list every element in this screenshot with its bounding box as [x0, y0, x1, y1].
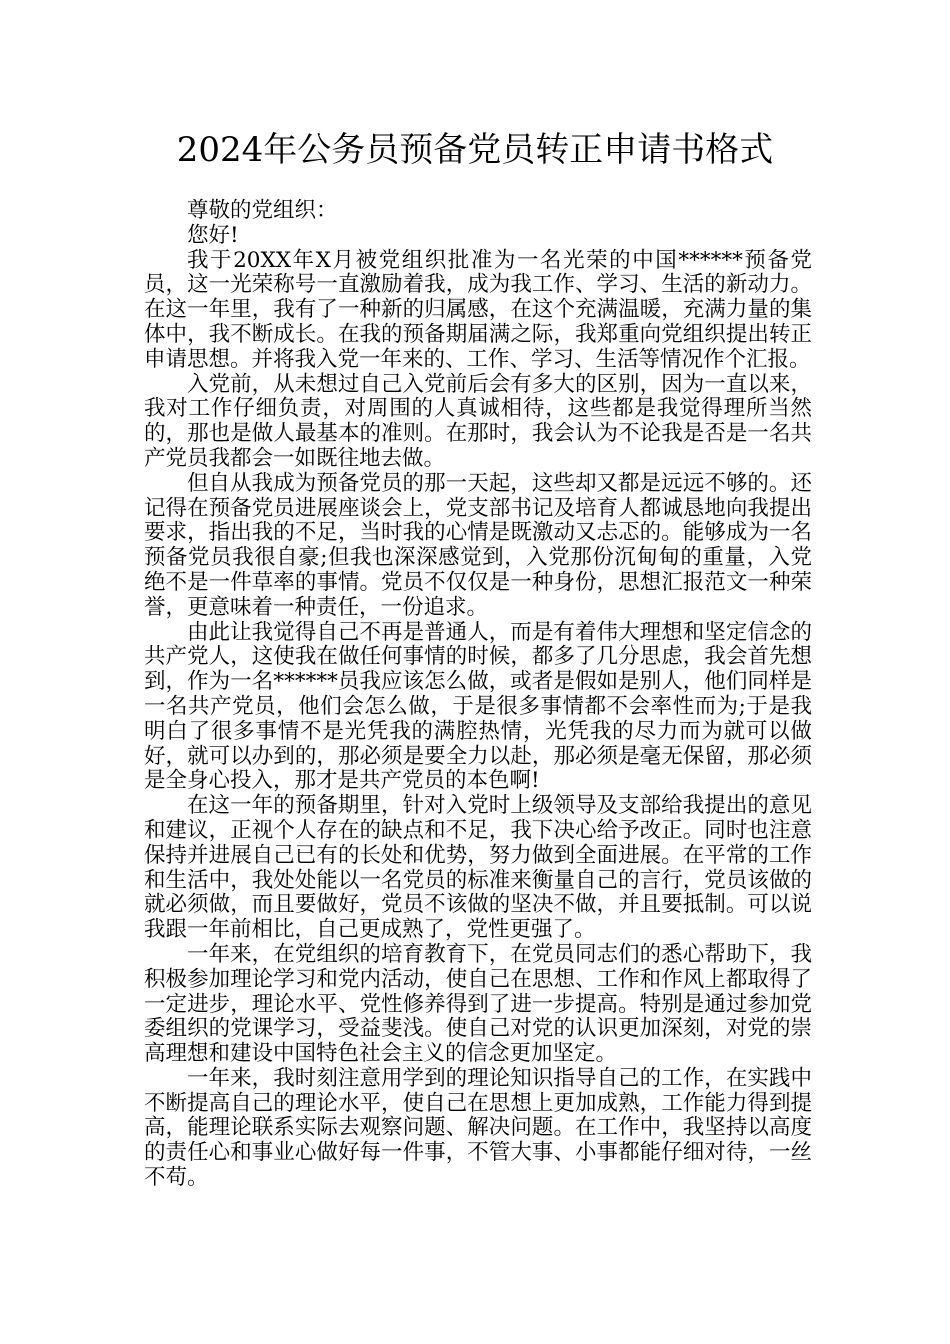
paragraph: 由此让我觉得自己不再是普通人，而是有着伟大理想和坚定信念的共产党人，这使我在做任何事情的时候，都多了几分思虑，我会首先想到，作为一名******员我应该怎么做，或者是假如是别人，他们同样是一名共产党员，他们会怎么做，于是很多事情都不会率性而为;于是我明白了很多事情不是光凭我的满腔热情，光凭我的尽力而为就可以做好，就可以办到的，那必须是要全力以赴，那必须是毫无保留，那必须是全身心投入，那才是共产党员的本色啊!: [144, 619, 812, 794]
paragraph: 一年来，我时刻注意用学到的理论知识指导自己的工作，在实践中不断提高自己的理论水平，使自己在思想上更加成熟，工作能力得到提高，能理论联系实际去观察问题、解决问题。在工作中，我坚持以高度的责任心和事业心做好每一件事，不管大事、小事都能仔细对待，一丝不苟。: [144, 1065, 812, 1191]
paragraph: 一年来，在党组织的培育教育下，在党员同志们的悉心帮助下，我积极参加理论学习和党内活动，使自己在思想、工作和作风上都取得了一定进步，理论水平、党性修养得到了进一步提高。特别是通过参加党委组织的党课学习，受益斐浅。使自己对党的认识更加深刻，对党的崇高理想和建设中国特色社会主义的信念更加坚定。: [144, 941, 812, 1067]
document-body: [144, 199, 812, 1191]
paragraph: 入党前，从未想过自己入党前后会有多大的区别，因为一直以来，我对工作仔细负责，对周围的人真诚相待，这些都是我觉得理所当然的，那也是做人最基本的准则。在那时，我会认为不论我是否是一名共产党员我都会一如既往地去做。: [144, 371, 812, 471]
salutation: 尊敬的党组织：: [187, 198, 338, 223]
greeting: 您好!: [187, 222, 239, 248]
document-title: 2024年公务员预备党员转正申请书格式: [176, 130, 774, 170]
paragraph: 在这一年的预备期里，针对入党时上级领导及支部给我提出的意见和建议，正视个人存在的缺点和不足，我下决心给予改正。同时也注意保持并进展自己已有的长处和优势，努力做到全面进展。在平常的工作和生活中，我处处能以一名党员的标准来衡量自己的言行，党员该做的就必须做，而且要做好，党员不该做的坚决不做，并且要抵制。可以说我跟一年前相比，自己更成熟了，党性更强了。: [144, 793, 812, 943]
paragraph: 但自从我成为预备党员的那一天起，这些却又都是远远不够的。还记得在预备党员进展座谈会上，党支部书记及培育人都诚恳地向我提出要求，指出我的不足，当时我的心情是既激动又忐忑的。能够成为一名预备党员我很自豪;但我也深深感觉到，入党那份沉甸甸的重量，入党绝不是一件草率的事情。党员不仅仅是一种身份，思想汇报范文一种荣誉，更意味着一种责任，一份追求。: [144, 470, 812, 620]
paragraph: 我于20XX年X月被党组织批准为一名光荣的中国******预备党员，这一光荣称号一直激励着我，成为我工作、学习、生活的新动力。在这一年里，我有了一种新的归属感，在这个充满温暖，充满力量的集体中，我不断成长。在我的预备期届满之际，我郑重向党组织提出转正申请思想。并将我入党一年来的、工作、学习、生活等情况作个汇报。: [144, 247, 812, 372]
